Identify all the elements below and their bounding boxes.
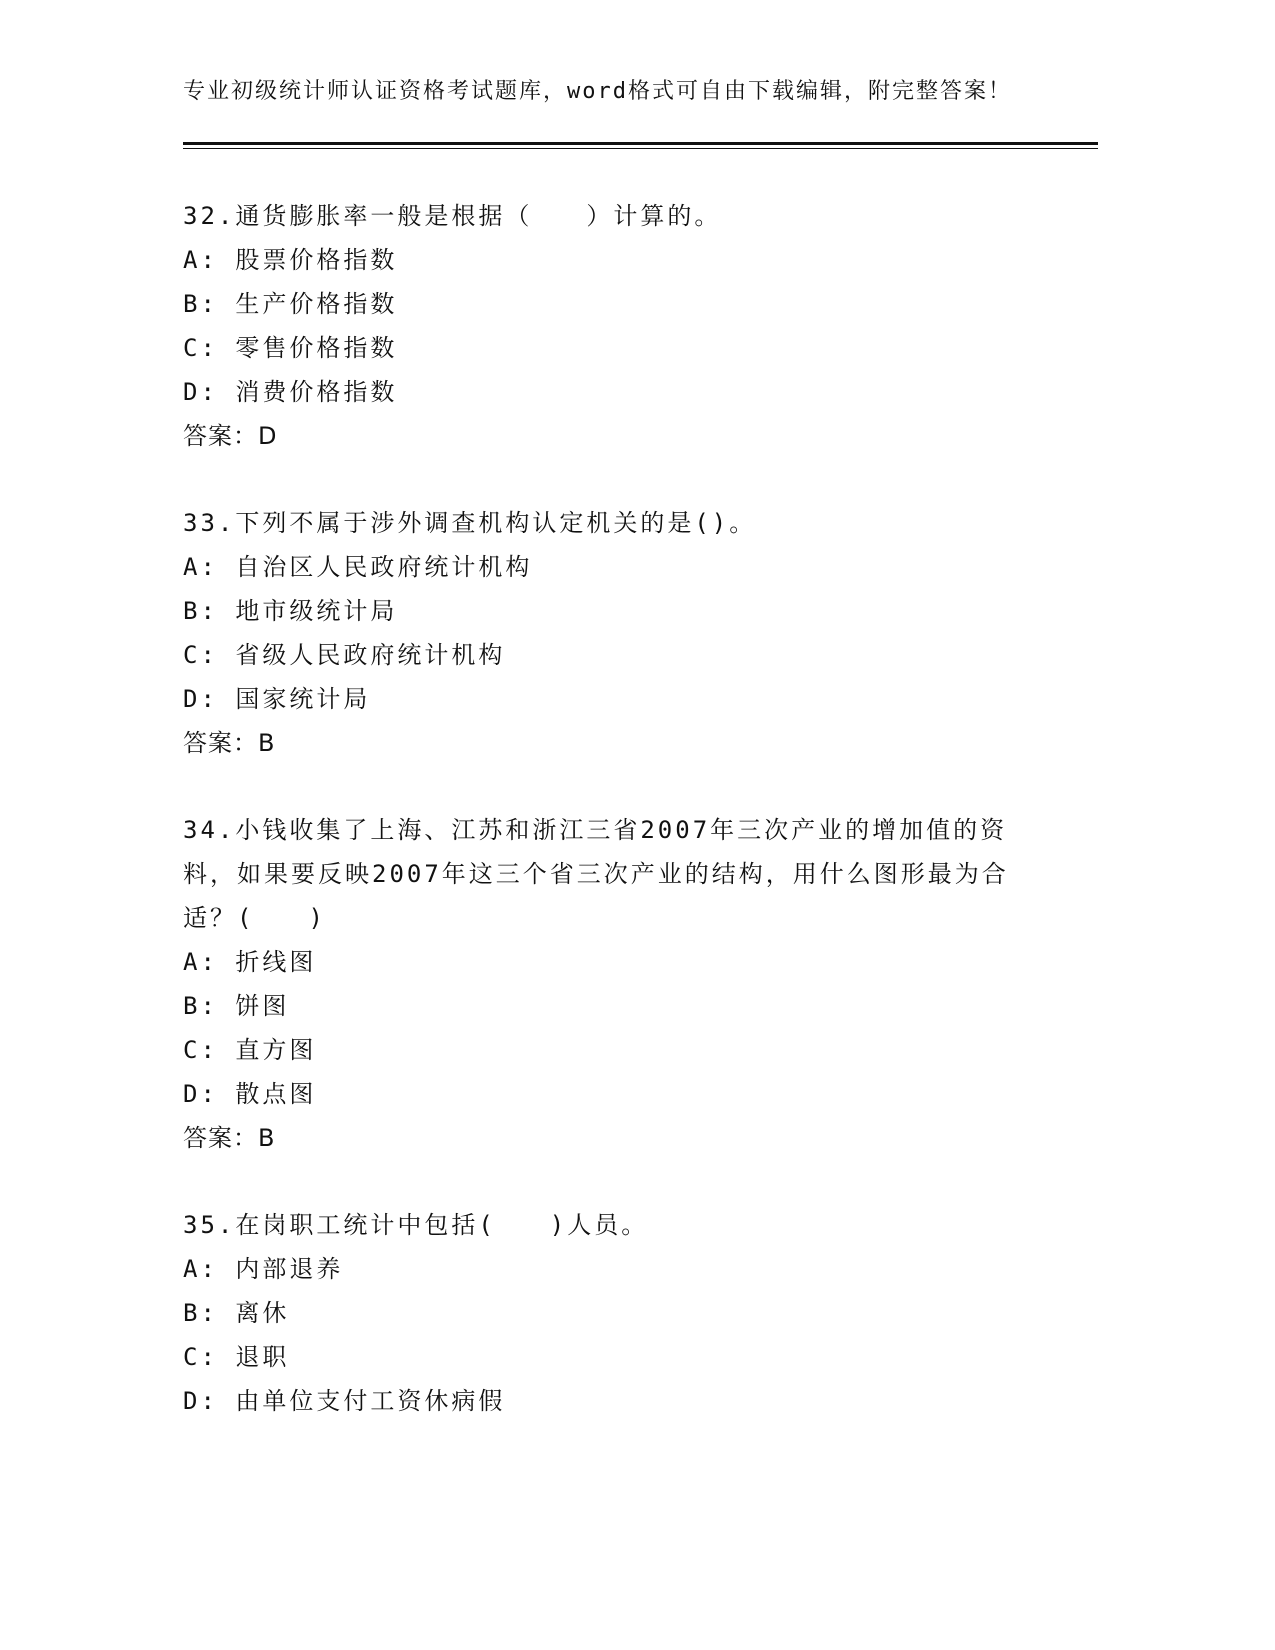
question-stem (183, 501, 1083, 545)
answer-line: 答案：B (183, 1124, 276, 1152)
question-stem (183, 194, 1083, 238)
question-stem (183, 1203, 1083, 1247)
question-stem-line: 适？( ) (183, 904, 326, 932)
option-c: C: 直方图 (183, 1036, 317, 1064)
option-b: B: 饼图 (183, 992, 290, 1020)
option-a: A: 股票价格指数 (183, 246, 398, 274)
question-stem-line: 32.通货膨胀率一般是根据（ ）计算的。 (183, 202, 722, 230)
question-33 (183, 501, 1083, 765)
option-a: A: 折线图 (183, 948, 317, 976)
question-32 (183, 194, 1083, 458)
option-c: C: 退职 (183, 1343, 290, 1371)
question-34 (183, 808, 1083, 1160)
option-b: B: 地市级统计局 (183, 597, 398, 625)
option-d: D: 消费价格指数 (183, 378, 398, 406)
header-divider-thick (183, 142, 1098, 145)
option-d: D: 散点图 (183, 1080, 317, 1108)
option-d: D: 国家统计局 (183, 685, 371, 713)
answer-line: 答案：B (183, 729, 276, 757)
option-a: A: 内部退养 (183, 1255, 344, 1283)
option-c: C: 省级人民政府统计机构 (183, 641, 506, 669)
question-stem-line: 34.小钱收集了上海、江苏和浙江三省2007年三次产业的增加值的资 (183, 816, 1008, 844)
option-b: B: 离休 (183, 1299, 290, 1327)
question-35 (183, 1203, 1083, 1423)
answer-line: 答案：D (183, 422, 278, 450)
question-stem (183, 808, 1083, 940)
document-header: 专业初级统计师认证资格考试题库，word格式可自由下载编辑，附完整答案！ (183, 79, 1012, 104)
option-b: B: 生产价格指数 (183, 290, 398, 318)
option-a: A: 自治区人民政府统计机构 (183, 553, 533, 581)
question-stem-line: 33.下列不属于涉外调查机构认定机关的是()。 (183, 509, 757, 537)
header-divider-thin (183, 148, 1098, 149)
question-list (183, 194, 1083, 1466)
question-stem-line: 料，如果要反映2007年这三个省三次产业的结构，用什么图形最为合 (183, 860, 1009, 888)
option-d: D: 由单位支付工资休病假 (183, 1387, 506, 1415)
question-stem-line: 35.在岗职工统计中包括( )人员。 (183, 1211, 649, 1239)
option-c: C: 零售价格指数 (183, 334, 398, 362)
